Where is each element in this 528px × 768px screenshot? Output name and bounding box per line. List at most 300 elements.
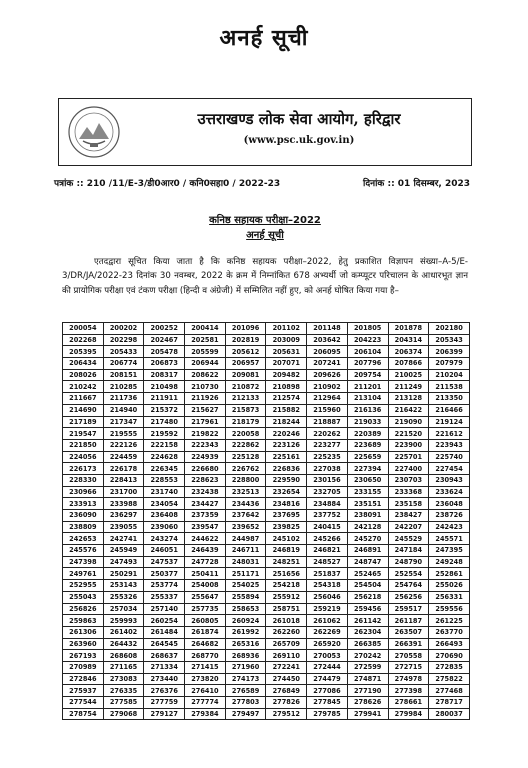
roll-number-cell: 234816 bbox=[266, 498, 307, 510]
roll-number-cell: 219547 bbox=[63, 428, 104, 440]
roll-number-cell: 225128 bbox=[225, 451, 266, 463]
roll-number-cell: 230650 bbox=[347, 474, 388, 486]
roll-number-cell: 253774 bbox=[144, 580, 185, 592]
roll-number-cell: 233624 bbox=[429, 486, 470, 498]
roll-number-cell: 255647 bbox=[185, 591, 226, 603]
roll-number-cell: 225701 bbox=[388, 451, 429, 463]
roll-number-cell: 247184 bbox=[388, 545, 429, 557]
roll-number-cell: 246819 bbox=[266, 545, 307, 557]
roll-number-cell: 236090 bbox=[63, 510, 104, 522]
roll-number-cell: 239055 bbox=[103, 521, 144, 533]
roll-number-cell: 222862 bbox=[225, 439, 266, 451]
roll-number-cell: 204223 bbox=[347, 334, 388, 346]
roll-number-cell: 201102 bbox=[266, 323, 307, 335]
roll-number-cell: 210898 bbox=[266, 381, 307, 393]
roll-number-cell: 231700 bbox=[103, 486, 144, 498]
roll-number-cell: 209081 bbox=[225, 369, 266, 381]
roll-number-cell: 261992 bbox=[225, 626, 266, 638]
roll-number-cell: 252465 bbox=[347, 568, 388, 580]
roll-number-cell: 232513 bbox=[225, 486, 266, 498]
roll-number-cell: 278717 bbox=[429, 697, 470, 709]
exam-title: कनिष्ठ सहायक परीक्षा–2022 bbox=[209, 215, 321, 226]
roll-number-cell: 210498 bbox=[144, 381, 185, 393]
roll-number-cell: 265316 bbox=[225, 638, 266, 650]
roll-number-cell: 267193 bbox=[63, 650, 104, 662]
roll-number-cell: 230943 bbox=[429, 474, 470, 486]
roll-number-cell: 212133 bbox=[225, 393, 266, 405]
roll-number-cell: 228623 bbox=[185, 474, 226, 486]
roll-number-cell: 205631 bbox=[266, 346, 307, 358]
roll-number-cell: 254318 bbox=[307, 580, 348, 592]
roll-number-cell: 220058 bbox=[225, 428, 266, 440]
roll-number-cell: 263770 bbox=[429, 626, 470, 638]
roll-number-cell: 254218 bbox=[266, 580, 307, 592]
roll-number-cell: 272715 bbox=[388, 661, 429, 673]
roll-number-cell: 272241 bbox=[266, 661, 307, 673]
roll-number-cell: 271960 bbox=[225, 661, 266, 673]
roll-number-cell: 206434 bbox=[63, 358, 104, 370]
roll-number-cell: 245266 bbox=[307, 533, 348, 545]
roll-number-cell: 200054 bbox=[63, 323, 104, 335]
roll-number-cell: 203642 bbox=[307, 334, 348, 346]
roll-number-cell: 277826 bbox=[266, 697, 307, 709]
roll-number-cell: 246891 bbox=[347, 545, 388, 557]
roll-number-cell: 279384 bbox=[185, 708, 226, 720]
roll-number-cell: 233988 bbox=[103, 498, 144, 510]
roll-number-cell: 258751 bbox=[266, 603, 307, 615]
roll-number-cell: 238809 bbox=[63, 521, 104, 533]
roll-number-cell: 254764 bbox=[388, 580, 429, 592]
roll-number-cell: 279785 bbox=[307, 708, 348, 720]
roll-number-cell: 202268 bbox=[63, 334, 104, 346]
roll-number-cell: 211911 bbox=[144, 393, 185, 405]
roll-number-cell: 236297 bbox=[103, 510, 144, 522]
roll-number-cell: 239547 bbox=[185, 521, 226, 533]
roll-number-cell: 211736 bbox=[103, 393, 144, 405]
roll-number-cell: 237695 bbox=[266, 510, 307, 522]
roll-number-cell: 251171 bbox=[225, 568, 266, 580]
roll-number-cell: 213104 bbox=[347, 393, 388, 405]
roll-number-cell: 220246 bbox=[266, 428, 307, 440]
roll-number-cell: 245576 bbox=[63, 545, 104, 557]
roll-number-cell: 226762 bbox=[225, 463, 266, 475]
list-subtitle: अनर्ह सूची bbox=[246, 230, 284, 241]
roll-number-cell: 206873 bbox=[144, 358, 185, 370]
roll-number-cell: 201878 bbox=[388, 323, 429, 335]
ukpsc-emblem-icon bbox=[67, 105, 121, 159]
table-row bbox=[63, 498, 470, 510]
roll-number-cell: 215873 bbox=[225, 404, 266, 416]
roll-number-cell: 252955 bbox=[63, 580, 104, 592]
roll-number-cell: 215627 bbox=[185, 404, 226, 416]
roll-number-cell: 261874 bbox=[185, 626, 226, 638]
roll-number-cell: 276335 bbox=[103, 685, 144, 697]
roll-number-cell: 264432 bbox=[103, 638, 144, 650]
roll-number-cell: 231740 bbox=[144, 486, 185, 498]
roll-number-cell: 257034 bbox=[103, 603, 144, 615]
roll-number-cell: 276376 bbox=[144, 685, 185, 697]
roll-number-cell: 277086 bbox=[307, 685, 348, 697]
roll-number-cell: 201148 bbox=[307, 323, 348, 335]
roll-number-cell: 202467 bbox=[144, 334, 185, 346]
roll-number-cell: 262304 bbox=[347, 626, 388, 638]
roll-number-cell: 211201 bbox=[347, 381, 388, 393]
roll-number-cell: 277468 bbox=[429, 685, 470, 697]
roll-number-cell: 203009 bbox=[266, 334, 307, 346]
roll-number-cell: 252554 bbox=[388, 568, 429, 580]
table-row bbox=[63, 661, 470, 673]
roll-number-cell: 205478 bbox=[144, 346, 185, 358]
roll-number-cell: 247398 bbox=[63, 556, 104, 568]
table-row bbox=[63, 580, 470, 592]
roll-number-cell: 219822 bbox=[185, 428, 226, 440]
roll-number-cell: 206104 bbox=[347, 346, 388, 358]
roll-number-cell: 211249 bbox=[388, 381, 429, 393]
roll-number-cell: 226345 bbox=[144, 463, 185, 475]
roll-number-cell: 227394 bbox=[347, 463, 388, 475]
table-row bbox=[63, 381, 470, 393]
table-row bbox=[63, 673, 470, 685]
roll-number-cell: 274978 bbox=[388, 673, 429, 685]
table-row bbox=[63, 568, 470, 580]
roll-number-cell: 205343 bbox=[429, 334, 470, 346]
roll-number-cell: 270690 bbox=[429, 650, 470, 662]
roll-number-cell: 202819 bbox=[225, 334, 266, 346]
table-row bbox=[63, 533, 470, 545]
roll-number-cell: 256826 bbox=[63, 603, 104, 615]
roll-number-cell: 214690 bbox=[63, 404, 104, 416]
roll-number-cell: 248790 bbox=[388, 556, 429, 568]
roll-number-cell: 266391 bbox=[388, 638, 429, 650]
roll-number-cell: 209482 bbox=[266, 369, 307, 381]
roll-number-cell: 235151 bbox=[347, 498, 388, 510]
roll-number-cell: 250377 bbox=[144, 568, 185, 580]
roll-number-cell: 242653 bbox=[63, 533, 104, 545]
table-row bbox=[63, 615, 470, 627]
roll-number-cell: 252861 bbox=[429, 568, 470, 580]
roll-number-cell: 270053 bbox=[307, 650, 348, 662]
roll-number-cell: 243274 bbox=[144, 533, 185, 545]
roll-number-cell: 219555 bbox=[103, 428, 144, 440]
roll-number-cell: 215960 bbox=[307, 404, 348, 416]
notice-paragraph: एतदद्वारा सूचित किया जाता है कि कनिष्ठ सहायक परीक्षा–2022, हेतु प्रकाशित विज्ञापन संख्या–A-5/E-3/DR/JA/2022-23 दिनांक 30 नवम्बर, 2022 के क्रम में निम्नांकित 678 अभ्यर्थी जो कम्प्यूटर परिचालन के आधारभूत ज्ञान की प्रायोगिक परीक्षा एवं टंकण परीक्षा (हिन्दी व अंग्रेजी) में सम्मिलित नहीं हुए, को अनर्ह घोषित किया गया है– bbox=[62, 257, 468, 296]
roll-number-cell: 221612 bbox=[429, 428, 470, 440]
roll-number-cell: 218887 bbox=[307, 416, 348, 428]
roll-number-cell: 255337 bbox=[144, 591, 185, 603]
roll-number-cell: 275937 bbox=[63, 685, 104, 697]
roll-number-cell: 262269 bbox=[307, 626, 348, 638]
roll-number-cell: 244987 bbox=[225, 533, 266, 545]
table-row bbox=[63, 346, 470, 358]
roll-number-cell: 207071 bbox=[266, 358, 307, 370]
roll-number-cell: 202298 bbox=[103, 334, 144, 346]
table-row bbox=[63, 685, 470, 697]
roll-number-cell: 271334 bbox=[144, 661, 185, 673]
roll-number-cell: 217347 bbox=[103, 416, 144, 428]
roll-number-cell: 224939 bbox=[185, 451, 226, 463]
roll-number-cell: 219033 bbox=[347, 416, 388, 428]
roll-number-cell: 261306 bbox=[63, 626, 104, 638]
roll-number-cell: 248251 bbox=[266, 556, 307, 568]
roll-number-cell: 206095 bbox=[307, 346, 348, 358]
roll-number-cell: 246439 bbox=[185, 545, 226, 557]
roll-number-cell: 214940 bbox=[103, 404, 144, 416]
roll-number-cell: 224628 bbox=[144, 451, 185, 463]
roll-number-cell: 276849 bbox=[266, 685, 307, 697]
roll-number-cell: 279068 bbox=[103, 708, 144, 720]
roll-number-cell: 223126 bbox=[266, 439, 307, 451]
table-row bbox=[63, 369, 470, 381]
roll-number-cell: 248031 bbox=[225, 556, 266, 568]
roll-number-cell: 245270 bbox=[347, 533, 388, 545]
roll-number-cell: 240415 bbox=[307, 521, 348, 533]
roll-number-cell: 235158 bbox=[388, 498, 429, 510]
reference-line bbox=[54, 176, 476, 190]
roll-number-cell: 233368 bbox=[388, 486, 429, 498]
roll-number-cell: 254008 bbox=[185, 580, 226, 592]
roll-number-cell: 278626 bbox=[347, 697, 388, 709]
roll-number-cell: 255912 bbox=[266, 591, 307, 603]
roll-number-cell: 222343 bbox=[185, 439, 226, 451]
table-row bbox=[63, 416, 470, 428]
roll-number-cell: 256331 bbox=[429, 591, 470, 603]
roll-number-cell: 259456 bbox=[347, 603, 388, 615]
roll-number-cell: 223689 bbox=[347, 439, 388, 451]
roll-number-cell: 217480 bbox=[144, 416, 185, 428]
roll-number-cell: 255026 bbox=[429, 580, 470, 592]
roll-number-cell: 224056 bbox=[63, 451, 104, 463]
roll-number-cell: 207241 bbox=[307, 358, 348, 370]
table-row bbox=[63, 650, 470, 662]
roll-number-cell: 251837 bbox=[307, 568, 348, 580]
roll-number-cell: 259993 bbox=[103, 615, 144, 627]
table-row bbox=[63, 626, 470, 638]
roll-number-cell: 204314 bbox=[388, 334, 429, 346]
roll-number-cell: 201096 bbox=[225, 323, 266, 335]
roll-number-cell: 272444 bbox=[307, 661, 348, 673]
table-row bbox=[63, 451, 470, 463]
table-row bbox=[63, 404, 470, 416]
roll-number-cell: 224459 bbox=[103, 451, 144, 463]
roll-number-cell: 259863 bbox=[63, 615, 104, 627]
roll-number-cell: 239825 bbox=[266, 521, 307, 533]
roll-number-cell: 216466 bbox=[429, 404, 470, 416]
table-row bbox=[63, 591, 470, 603]
roll-number-cell: 245529 bbox=[388, 533, 429, 545]
roll-number-cell: 200202 bbox=[103, 323, 144, 335]
roll-number-cell: 248527 bbox=[307, 556, 348, 568]
roll-number-cell: 215882 bbox=[266, 404, 307, 416]
roll-number-cell: 274450 bbox=[266, 673, 307, 685]
reference-number: पत्रांक :: 210 /11/E-3/डी0आर0 / कनि0सहा0 / 2022-23 bbox=[54, 179, 281, 189]
roll-number-cell: 219090 bbox=[388, 416, 429, 428]
table-row bbox=[63, 393, 470, 405]
roll-number-cell: 209626 bbox=[307, 369, 348, 381]
table-row bbox=[63, 510, 470, 522]
roll-number-cell: 226178 bbox=[103, 463, 144, 475]
roll-number-cell: 264545 bbox=[144, 638, 185, 650]
roll-number-cell: 242207 bbox=[388, 521, 429, 533]
roll-number-cell: 272599 bbox=[347, 661, 388, 673]
roll-number-cell: 210730 bbox=[185, 381, 226, 393]
roll-number-cell: 230703 bbox=[388, 474, 429, 486]
roll-number-cell: 217961 bbox=[185, 416, 226, 428]
roll-number-cell: 255043 bbox=[63, 591, 104, 603]
roll-number-cell: 236048 bbox=[429, 498, 470, 510]
roll-number-cell: 276589 bbox=[225, 685, 266, 697]
roll-number-cell: 223900 bbox=[388, 439, 429, 451]
roll-number-cell: 205612 bbox=[225, 346, 266, 358]
roll-number-cell: 269110 bbox=[266, 650, 307, 662]
roll-number-cell: 251656 bbox=[266, 568, 307, 580]
roll-number-cell: 230156 bbox=[307, 474, 348, 486]
roll-number-cell: 226836 bbox=[266, 463, 307, 475]
roll-number-cell: 274173 bbox=[225, 673, 266, 685]
roll-number-cell: 208622 bbox=[185, 369, 226, 381]
roll-number-cell: 225235 bbox=[307, 451, 348, 463]
roll-number-cell: 260254 bbox=[144, 615, 185, 627]
roll-number-cell: 206399 bbox=[429, 346, 470, 358]
roll-number-cell: 213128 bbox=[388, 393, 429, 405]
roll-number-cell: 239652 bbox=[225, 521, 266, 533]
roll-number-cell: 206957 bbox=[225, 358, 266, 370]
roll-number-cell: 249248 bbox=[429, 556, 470, 568]
roll-number-cell: 208026 bbox=[63, 369, 104, 381]
roll-number-cell: 218179 bbox=[225, 416, 266, 428]
roll-number-cell: 226173 bbox=[63, 463, 104, 475]
roll-number-cell: 237359 bbox=[185, 510, 226, 522]
roll-number-cell: 205599 bbox=[185, 346, 226, 358]
roll-number-cell: 225659 bbox=[347, 451, 388, 463]
roll-number-cell: 210872 bbox=[225, 381, 266, 393]
roll-number-cell: 205433 bbox=[103, 346, 144, 358]
roll-number-cell: 237752 bbox=[307, 510, 348, 522]
roll-number-cell: 220262 bbox=[307, 428, 348, 440]
roll-number-cell: 227038 bbox=[307, 463, 348, 475]
roll-number-cell: 246711 bbox=[225, 545, 266, 557]
roll-number-cell: 273820 bbox=[185, 673, 226, 685]
roll-number-cell: 265920 bbox=[307, 638, 348, 650]
roll-number-cell: 230966 bbox=[63, 486, 104, 498]
roll-number-cell: 234884 bbox=[307, 498, 348, 510]
roll-number-cell: 261142 bbox=[347, 615, 388, 627]
roll-number-cell: 234427 bbox=[185, 498, 226, 510]
roll-number-cell: 272835 bbox=[429, 661, 470, 673]
roll-number-cell: 233155 bbox=[347, 486, 388, 498]
roll-number-cell: 223277 bbox=[307, 439, 348, 451]
roll-number-cell: 237642 bbox=[225, 510, 266, 522]
roll-number-table bbox=[62, 322, 470, 720]
roll-number-cell: 271415 bbox=[185, 661, 226, 673]
roll-number-cell: 207796 bbox=[347, 358, 388, 370]
roll-number-cell: 210242 bbox=[63, 381, 104, 393]
table-row bbox=[63, 439, 470, 451]
roll-number-cell: 226680 bbox=[185, 463, 226, 475]
reference-date: दिनांक :: 01 दिसम्बर, 2023 bbox=[362, 179, 470, 189]
roll-number-cell: 247493 bbox=[103, 556, 144, 568]
roll-number-cell: 261402 bbox=[103, 626, 144, 638]
roll-number-cell: 223943 bbox=[429, 439, 470, 451]
roll-number-cell: 238427 bbox=[388, 510, 429, 522]
table-row bbox=[63, 334, 470, 346]
organization-website: (www.psc.uk.gov.in) bbox=[243, 135, 355, 146]
roll-number-cell: 206374 bbox=[388, 346, 429, 358]
letterhead bbox=[58, 98, 472, 166]
roll-number-cell: 279127 bbox=[144, 708, 185, 720]
roll-number-cell: 244622 bbox=[185, 533, 226, 545]
table-row bbox=[63, 697, 470, 709]
roll-number-cell: 217189 bbox=[63, 416, 104, 428]
roll-number-cell: 245949 bbox=[103, 545, 144, 557]
roll-number-cell: 263507 bbox=[388, 626, 429, 638]
roll-number-cell: 268608 bbox=[103, 650, 144, 662]
table-row bbox=[63, 474, 470, 486]
roll-number-cell: 242741 bbox=[103, 533, 144, 545]
roll-number-cell: 201805 bbox=[347, 323, 388, 335]
roll-number-cell: 202180 bbox=[429, 323, 470, 335]
roll-number-cell: 210902 bbox=[307, 381, 348, 393]
roll-number-cell: 277544 bbox=[63, 697, 104, 709]
roll-number-cell: 211667 bbox=[63, 393, 104, 405]
roll-number-cell: 270558 bbox=[388, 650, 429, 662]
roll-number-cell: 246051 bbox=[144, 545, 185, 557]
roll-number-cell: 278661 bbox=[388, 697, 429, 709]
roll-number-cell: 229590 bbox=[266, 474, 307, 486]
roll-number-cell: 242423 bbox=[429, 521, 470, 533]
roll-number-cell: 256256 bbox=[388, 591, 429, 603]
roll-number-cell: 228800 bbox=[225, 474, 266, 486]
roll-number-cell: 221850 bbox=[63, 439, 104, 451]
roll-number-cell: 279512 bbox=[266, 708, 307, 720]
roll-number-cell: 248747 bbox=[347, 556, 388, 568]
roll-number-cell: 276410 bbox=[185, 685, 226, 697]
table-row bbox=[63, 463, 470, 475]
roll-number-cell: 262260 bbox=[266, 626, 307, 638]
roll-number-cell: 225740 bbox=[429, 451, 470, 463]
roll-number-cell: 259219 bbox=[307, 603, 348, 615]
roll-number-cell: 228413 bbox=[103, 474, 144, 486]
roll-number-cell: 268936 bbox=[225, 650, 266, 662]
roll-number-cell: 261062 bbox=[307, 615, 348, 627]
roll-number-cell: 277774 bbox=[185, 697, 226, 709]
roll-number-cell: 238091 bbox=[347, 510, 388, 522]
roll-number-cell: 256046 bbox=[307, 591, 348, 603]
roll-number-cell: 279941 bbox=[347, 708, 388, 720]
roll-number-cell: 208151 bbox=[103, 369, 144, 381]
roll-number-cell: 272846 bbox=[63, 673, 104, 685]
roll-number-cell: 207979 bbox=[429, 358, 470, 370]
roll-number-cell: 200252 bbox=[144, 323, 185, 335]
roll-number-cell: 255894 bbox=[225, 591, 266, 603]
roll-number-cell: 205395 bbox=[63, 346, 104, 358]
roll-number-cell: 232705 bbox=[307, 486, 348, 498]
roll-number-cell: 266493 bbox=[429, 638, 470, 650]
roll-number-cell: 227454 bbox=[429, 463, 470, 475]
roll-number-cell: 274871 bbox=[347, 673, 388, 685]
roll-number-cell: 261225 bbox=[429, 615, 470, 627]
roll-number-cell: 202581 bbox=[185, 334, 226, 346]
roll-number-cell: 220389 bbox=[347, 428, 388, 440]
roll-number-cell: 270242 bbox=[347, 650, 388, 662]
roll-number-cell: 273440 bbox=[144, 673, 185, 685]
roll-number-cell: 222126 bbox=[103, 439, 144, 451]
roll-number-cell: 250411 bbox=[185, 568, 226, 580]
roll-number-cell: 222158 bbox=[144, 439, 185, 451]
roll-number-cell: 228330 bbox=[63, 474, 104, 486]
roll-number-cell: 246821 bbox=[307, 545, 348, 557]
roll-number-cell: 261018 bbox=[266, 615, 307, 627]
roll-number-cell: 257140 bbox=[144, 603, 185, 615]
